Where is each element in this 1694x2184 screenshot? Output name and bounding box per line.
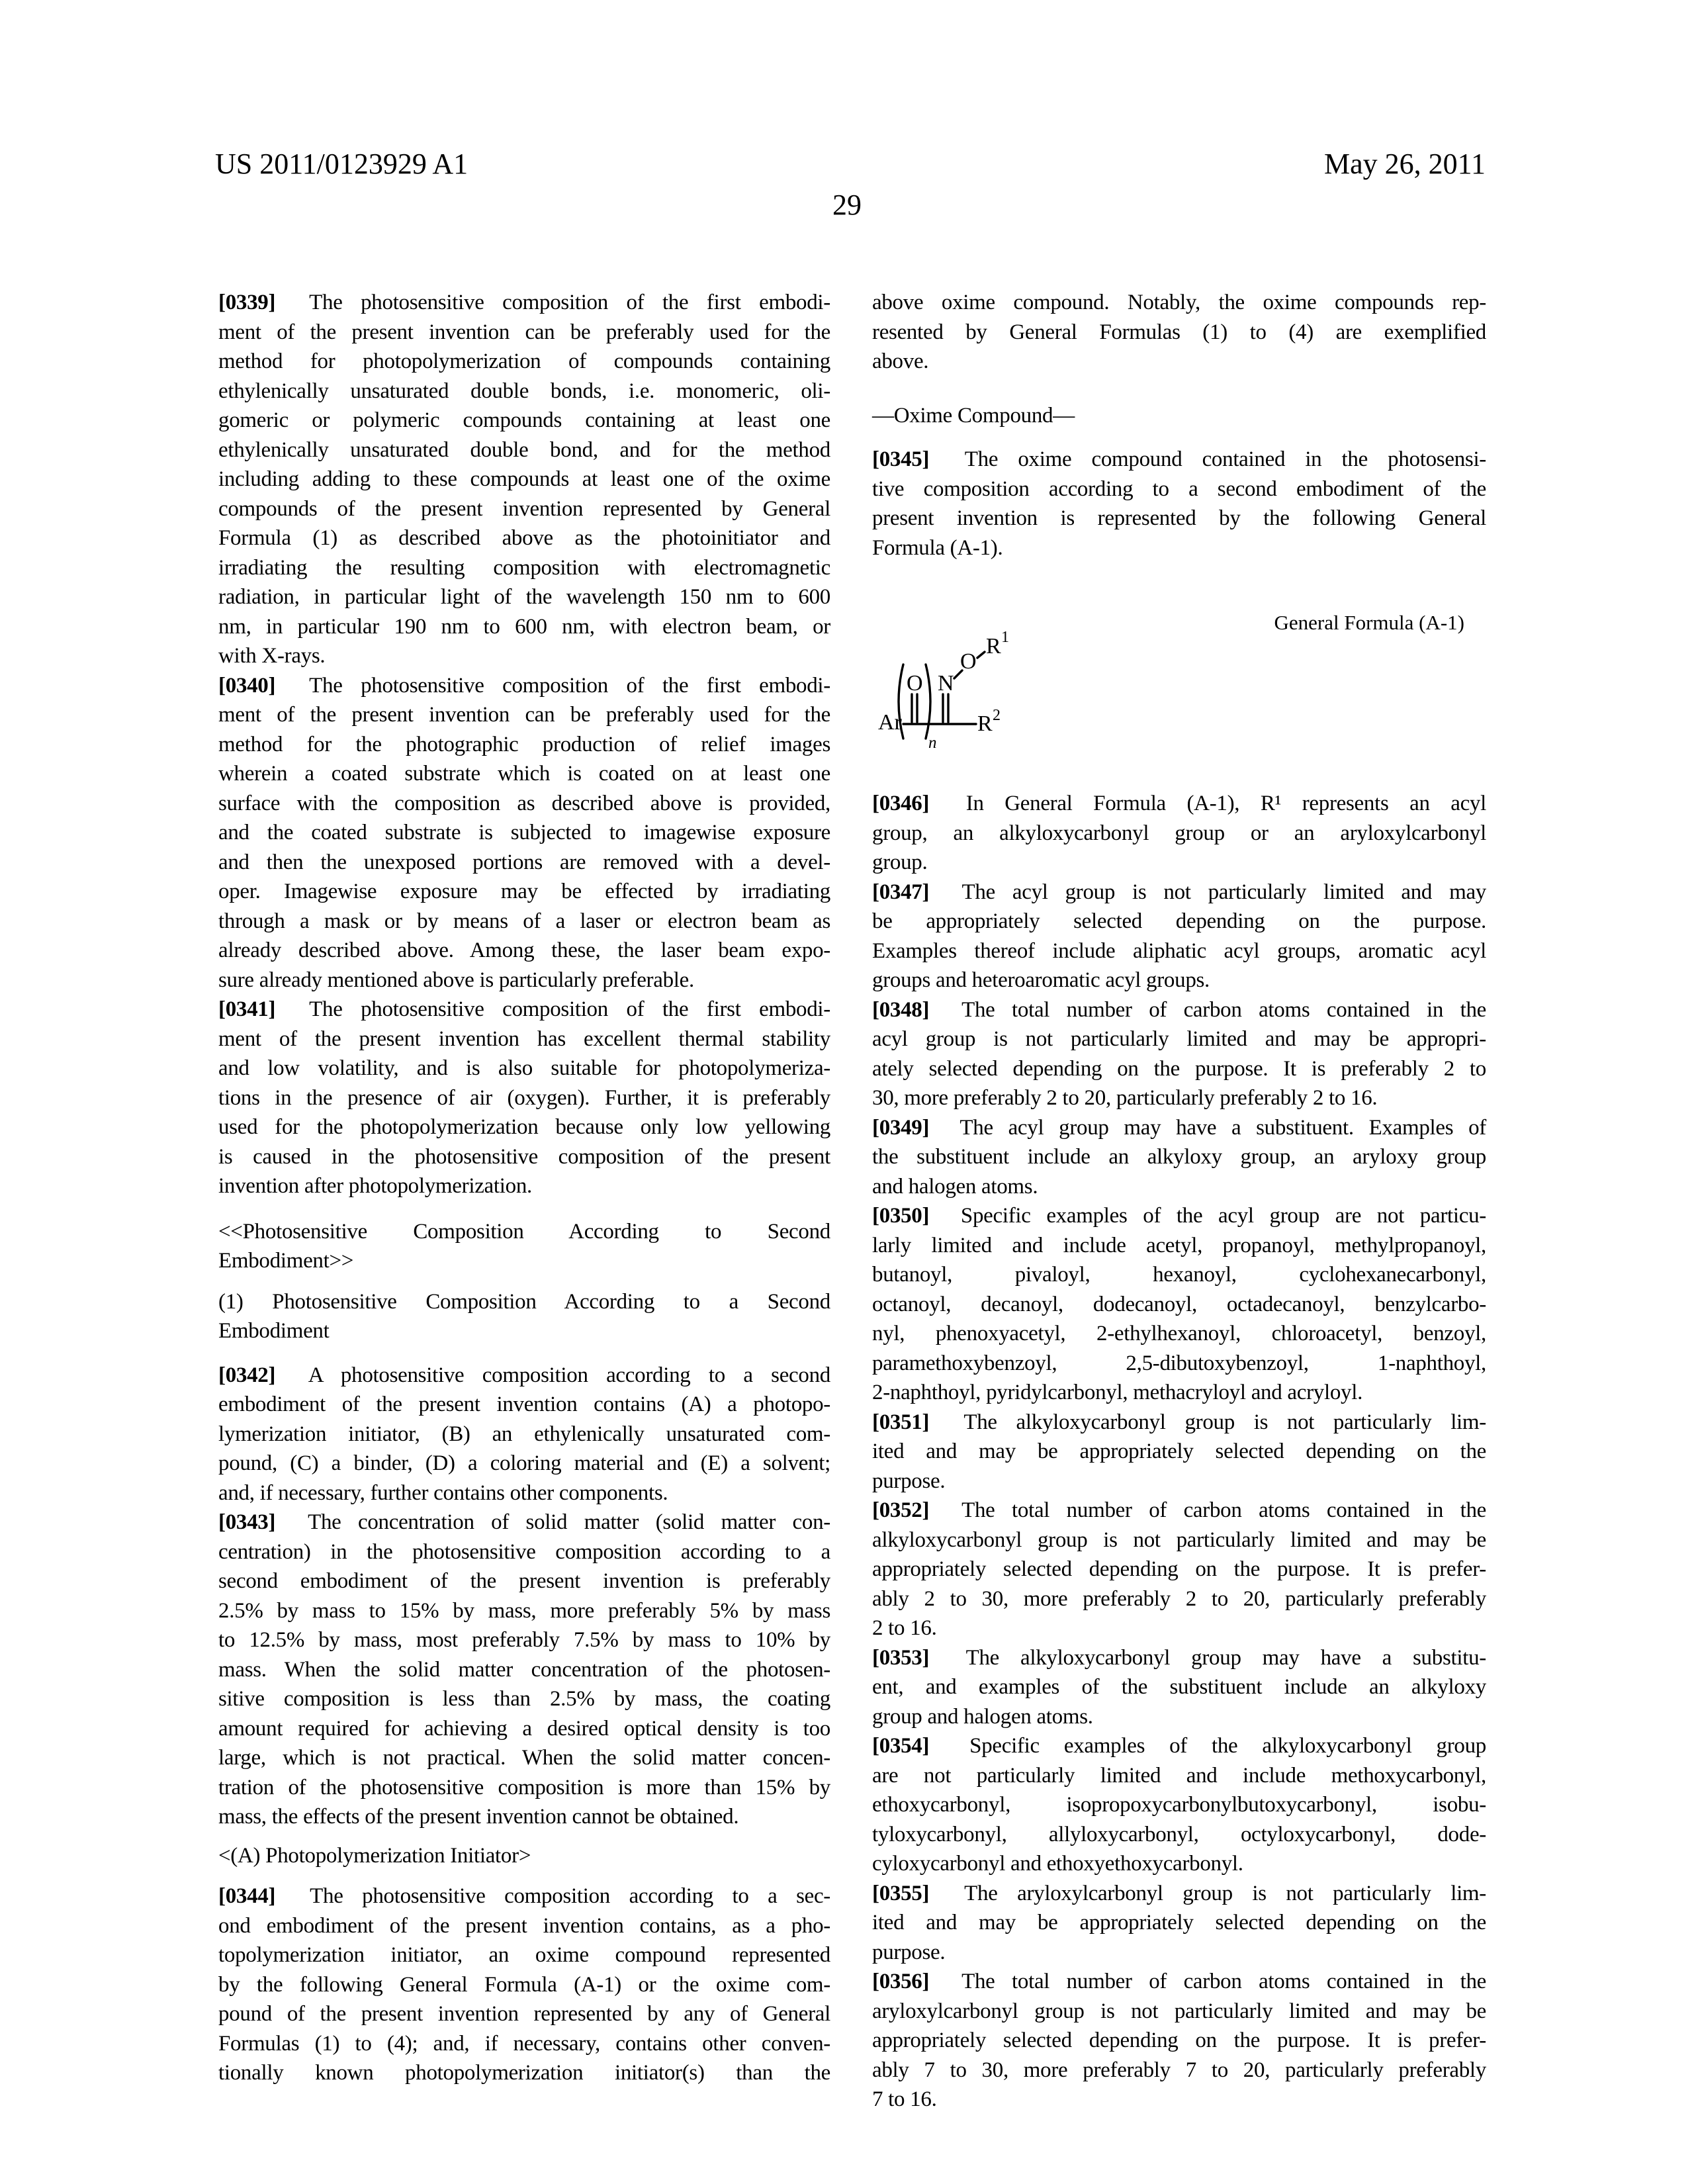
- r2-label: R: [977, 711, 993, 736]
- text-line: [0354] Specific examples of the alkyloxycarbonyl group: [872, 1734, 1486, 1758]
- text-line: <<Photosensitive Composition According to Second: [218, 1219, 830, 1244]
- text-line: Examples thereof include aliphatic acyl groups, aromatic acyl: [872, 938, 1486, 963]
- heading-1-photosensitive: [218, 1287, 830, 1346]
- text-line: ment of the present invention has excellent thermal stability: [218, 1026, 830, 1051]
- text-line: tration of the photosensitive composition is more than 15% by: [218, 1775, 830, 1799]
- text-line: and, if necessary, further contains other components.: [218, 1480, 668, 1505]
- text-line: pound, (C) a binder, (D) a coloring material and (E) a solvent;: [218, 1451, 830, 1475]
- text-line: paramethoxybenzoyl, 2,5-dibutoxybenzoyl, 1-naphthoyl,: [872, 1351, 1486, 1375]
- text-line: tive composition according to a second embodiment of the: [872, 477, 1486, 501]
- text-line: above oxime compound. Notably, the oxime compounds rep-: [872, 291, 1486, 314]
- para-0344-continued: [872, 288, 1486, 377]
- text-line: including adding to these compounds at least one of the oxime: [218, 467, 830, 491]
- text-line: purpose.: [872, 1940, 946, 1964]
- o-r1-bond: [977, 652, 985, 658]
- para-0345: [872, 445, 1486, 563]
- text-line: large, which is not practical. When the solid matter concen-: [218, 1746, 830, 1770]
- paragraph-number: [0355]: [872, 1881, 930, 1905]
- text-line: wherein a coated substrate which is coated on at least one: [218, 762, 830, 786]
- oxime-oxygen-label: O: [960, 649, 977, 674]
- text-line: 2 to 16.: [872, 1616, 937, 1640]
- text-line: already described above. Among these, the laser beam expo-: [218, 938, 830, 962]
- text-line: compounds of the present invention represented by General: [218, 496, 830, 521]
- r2-superscript: 2: [993, 707, 1001, 724]
- text-line: [0356] The total number of carbon atoms contained in the: [872, 1970, 1486, 1993]
- text-line: lymerization initiator, (B) an ethylenically unsaturated com-: [218, 1422, 830, 1446]
- para-0342: [218, 1361, 830, 1508]
- text-line: ited and may be appropriately selected depending on the: [872, 1911, 1486, 1934]
- text-line: 2-naphthoyl, pyridylcarbonyl, methacryloyl and acryloyl.: [872, 1381, 1363, 1404]
- text-line: used for the photopolymerization because only low yellowing: [218, 1115, 830, 1139]
- paragraph-number: [0341]: [218, 997, 276, 1021]
- para-0346: [872, 789, 1486, 878]
- text-line: mass. When the solid matter concentration of the photosen-: [218, 1657, 830, 1682]
- paragraph-number: [0349]: [872, 1115, 930, 1140]
- text-line: aryloxylcarbonyl group is not particularly limited and may be: [872, 1999, 1486, 2023]
- text-line: gomeric or polymeric compounds containing at least one: [218, 408, 830, 432]
- text-line: centration) in the photosensitive composition according to a: [218, 1539, 830, 1564]
- paragraph-number: [0340]: [218, 673, 276, 698]
- paragraph-number: [0350]: [872, 1204, 930, 1228]
- text-line: ately selected depending on the purpose. It is preferably 2 to: [872, 1056, 1486, 1081]
- text-line: [0346] In General Formula (A-1), R¹ represents an acyl: [872, 792, 1486, 815]
- text-line: be appropriately selected depending on the purpose.: [872, 909, 1486, 933]
- text-line: tyloxycarbonyl, allyloxycarbonyl, octyloxycarbonyl, dode-: [872, 1822, 1486, 1846]
- text-line: through a mask or by means of a laser or electron beam as: [218, 909, 830, 933]
- text-line: by the following General Formula (A-1) or the oxime com-: [218, 1972, 830, 1997]
- right-column: [872, 288, 1486, 2115]
- text-line: [0347] The acyl group is not particularly limited and may: [872, 880, 1486, 904]
- text-line: resented by General Formulas (1) to (4) are exemplified: [872, 320, 1486, 344]
- text-line: to 12.5% by mass, most preferably 7.5% by mass to 10% by: [218, 1628, 830, 1652]
- paragraph-number: [0347]: [872, 880, 930, 904]
- nitrogen-label: N: [938, 671, 954, 696]
- text-line: [0343] The concentration of solid matter (solid matter con-: [218, 1510, 830, 1534]
- text-line: the substituent include an alkyloxy group, an aryloxy group: [872, 1145, 1486, 1169]
- carbonyl-oxygen-label: O: [907, 671, 923, 696]
- text-line: tions in the presence of air (oxygen). Further, it is preferably: [218, 1085, 830, 1110]
- text-line: 2.5% by mass to 15% by mass, more preferably 5% by mass: [218, 1598, 830, 1623]
- text-line: [0345] The oxime compound contained in the photosensi-: [872, 447, 1486, 471]
- paragraph-number: [0351]: [872, 1410, 930, 1434]
- header-patent-number: US 2011/0123929 A1: [215, 148, 468, 180]
- paragraph-number: [0339]: [218, 291, 276, 314]
- para-0353: [872, 1643, 1486, 1732]
- paragraph-number: [0345]: [872, 447, 930, 471]
- text-line: and halogen atoms.: [872, 1174, 1038, 1199]
- text-line: Embodiment: [218, 1319, 330, 1343]
- text-line: embodiment of the present invention contains (A) a photopo-: [218, 1392, 830, 1416]
- text-line: [0340] The photosensitive composition of the first embodi-: [218, 673, 830, 698]
- text-line: nm, in particular 190 nm to 600 nm, with electron beam, or: [218, 614, 830, 639]
- text-line: ond embodiment of the present invention contains, as a pho-: [218, 1913, 830, 1938]
- heading-a-photopolymerization-initiator: [218, 1841, 830, 1871]
- paragraph-number: [0344]: [218, 1884, 276, 1908]
- left-column: [218, 288, 830, 2088]
- text-line: ment of the present invention can be preferably used for the: [218, 320, 830, 344]
- text-line: group.: [872, 850, 928, 874]
- para-0352: [872, 1496, 1486, 1643]
- page-number: 29: [832, 189, 862, 221]
- text-line: octanoyl, decanoyl, dodecanoyl, octadecanoyl, benzylcarbo-: [872, 1292, 1486, 1316]
- text-line: Formulas (1) to (4); and, if necessary, contains other conven-: [218, 2031, 830, 2056]
- text-line: radiation, in particular light of the wavelength 150 nm to 600: [218, 585, 830, 609]
- paragraph-number: [0346]: [872, 792, 930, 815]
- text-line: [0341] The photosensitive composition of the first embodi-: [218, 997, 830, 1021]
- text-line: oper. Imagewise exposure may be effected by irradiating: [218, 880, 830, 903]
- text-line: [0355] The aryloxylcarbonyl group is not particularly lim-: [872, 1881, 1486, 1905]
- text-line: cyloxycarbonyl and ethoxyethoxycarbonyl.: [872, 1852, 1243, 1876]
- text-line: with X-rays.: [218, 644, 326, 668]
- text-line: (1) Photosensitive Composition According to a Second: [218, 1289, 830, 1314]
- r1-label: R: [986, 634, 1001, 659]
- text-line: appropriately selected depending on the purpose. It is prefer-: [872, 1557, 1486, 1581]
- text-line: [0344] The photosensitive composition according to a sec-: [218, 1884, 830, 1908]
- paragraph-number: [0354]: [872, 1734, 930, 1758]
- para-0349: [872, 1113, 1486, 1202]
- text-line: alkyloxycarbonyl group is not particularly limited and may be: [872, 1527, 1486, 1552]
- para-0351: [872, 1408, 1486, 1496]
- text-line: and low volatility, and is also suitable for photopolymeriza-: [218, 1056, 830, 1080]
- paragraph-number: [0352]: [872, 1498, 930, 1522]
- text-line: sure already mentioned above is particularly preferable.: [218, 968, 694, 992]
- text-line: method for the photographic production of relief images: [218, 732, 830, 756]
- text-line: [0351] The alkyloxycarbonyl group is not particularly lim-: [872, 1410, 1486, 1434]
- text-line: group and halogen atoms.: [872, 1704, 1093, 1729]
- text-line: larly limited and include acetyl, propanoyl, methylpropanoyl,: [872, 1233, 1486, 1257]
- text-line: method for photopolymerization of compounds containing: [218, 349, 830, 373]
- text-line: —Oxime Compound—: [872, 403, 1075, 428]
- text-line: Embodiment>>: [218, 1249, 354, 1273]
- text-line: are not particularly limited and include methoxycarbonyl,: [872, 1763, 1486, 1788]
- text-line: ited and may be appropriately selected depending on the: [872, 1439, 1486, 1463]
- text-line: [0348] The total number of carbon atoms contained in the: [872, 997, 1486, 1022]
- right-parenthesis: [926, 664, 930, 739]
- text-line: acyl group is not particularly limited and may be appropri-: [872, 1027, 1486, 1051]
- para-0347: [872, 878, 1486, 995]
- text-line: [0349] The acyl group may have a substituent. Examples of: [872, 1115, 1486, 1140]
- text-line: amount required for achieving a desired optical density is too: [218, 1716, 830, 1741]
- text-line: ethylenically unsaturated double bond, and for the method: [218, 437, 830, 462]
- para-0344: [218, 1882, 830, 2088]
- paragraph-number: [0342]: [218, 1363, 276, 1387]
- ar-label: Ar: [878, 710, 902, 735]
- text-line: nyl, phenoxyacetyl, 2-ethylhexanoyl, chloroacetyl, benzoyl,: [872, 1322, 1486, 1345]
- para-0340: [218, 671, 830, 995]
- text-line: <(A) Photopolymerization Initiator>: [218, 1843, 531, 1868]
- paragraph-number: [0348]: [872, 997, 930, 1022]
- paragraph-number: [0343]: [218, 1510, 276, 1534]
- text-line: ably 2 to 30, more preferably 2 to 20, particularly preferably: [872, 1586, 1486, 1611]
- text-line: [0352] The total number of carbon atoms contained in the: [872, 1498, 1486, 1522]
- text-line: Formula (A-1).: [872, 535, 1003, 560]
- text-line: ably 7 to 30, more preferably 7 to 20, particularly preferably: [872, 2058, 1486, 2082]
- text-line: Formula (1) as described above as the photoinitiator and: [218, 526, 830, 550]
- text-line: purpose.: [872, 1469, 946, 1493]
- text-line: ment of the present invention can be preferably used for the: [218, 703, 830, 727]
- text-line: butanoyl, pivaloyl, hexanoyl, cyclohexanecarbonyl,: [872, 1263, 1486, 1287]
- repeat-subscript-n: n: [928, 734, 937, 752]
- text-line: present invention is represented by the following General: [872, 506, 1486, 530]
- para-0354: [872, 1731, 1486, 1879]
- heading-second-embodiment: [218, 1217, 830, 1276]
- text-line: topolymerization initiator, an oxime compound represented: [218, 1943, 830, 1967]
- text-line: group, an alkyloxycarbonyl group or an aryloxylcarbonyl: [872, 821, 1486, 845]
- heading-oxime-compound: [872, 401, 1486, 431]
- text-line: pound of the present invention represented by any of General: [218, 2002, 830, 2026]
- text-line: 7 to 16.: [872, 2087, 937, 2111]
- text-line: and the coated substrate is subjected to imagewise exposure: [218, 821, 830, 844]
- para-0343: [218, 1508, 830, 1832]
- para-0348: [872, 995, 1486, 1113]
- r1-superscript: 1: [1001, 630, 1009, 646]
- para-0356: [872, 1967, 1486, 2115]
- paragraph-number: [0356]: [872, 1970, 930, 1993]
- text-line: is caused in the photosensitive composition of the present: [218, 1144, 830, 1169]
- text-line: ethylenically unsaturated double bonds, i.e. monomeric, oli-: [218, 379, 830, 403]
- text-line: mass, the effects of the present invention cannot be obtained.: [218, 1805, 739, 1829]
- text-line: [0350] Specific examples of the acyl group are not particu-: [872, 1204, 1486, 1228]
- para-0341: [218, 995, 830, 1201]
- text-line: tionally known photopolymerization initiator(s) than the: [218, 2061, 830, 2085]
- text-line: groups and heteroaromatic acyl groups.: [872, 968, 1210, 992]
- text-line: ethoxycarbonyl, isopropoxycarbonylbutoxycarbonyl, isobu-: [872, 1793, 1486, 1817]
- para-0355: [872, 1879, 1486, 1968]
- para-0350: [872, 1201, 1486, 1408]
- text-line: [0342] A photosensitive composition according to a second: [218, 1363, 830, 1387]
- text-line: sitive composition is less than 2.5% by mass, the coating: [218, 1687, 830, 1711]
- text-line: and then the unexposed portions are removed with a devel-: [218, 850, 830, 874]
- text-line: second embodiment of the present invention is preferably: [218, 1569, 830, 1593]
- text-line: [0339] The photosensitive composition of the first embodi-: [218, 291, 830, 314]
- text-line: ent, and examples of the substituent include an alkyloxy: [872, 1675, 1486, 1699]
- paragraph-number: [0353]: [872, 1645, 930, 1670]
- text-line: surface with the composition as described above is provided,: [218, 791, 830, 815]
- general-formula-a1-label: General Formula (A-1): [1274, 611, 1464, 634]
- text-line: [0353] The alkyloxycarbonyl group may have a substitu-: [872, 1645, 1486, 1670]
- text-line: 30, more preferably 2 to 20, particularly preferably 2 to 16.: [872, 1086, 1378, 1110]
- text-line: appropriately selected depending on the purpose. It is prefer-: [872, 2028, 1486, 2052]
- general-formula-a1-structure: [877, 630, 1016, 752]
- text-line: invention after photopolymerization.: [218, 1174, 532, 1198]
- para-0339: [218, 288, 830, 671]
- text-line: above.: [872, 349, 929, 373]
- header-publication-date: May 26, 2011: [1323, 148, 1486, 180]
- text-line: irradiating the resulting composition with electromagnetic: [218, 555, 830, 580]
